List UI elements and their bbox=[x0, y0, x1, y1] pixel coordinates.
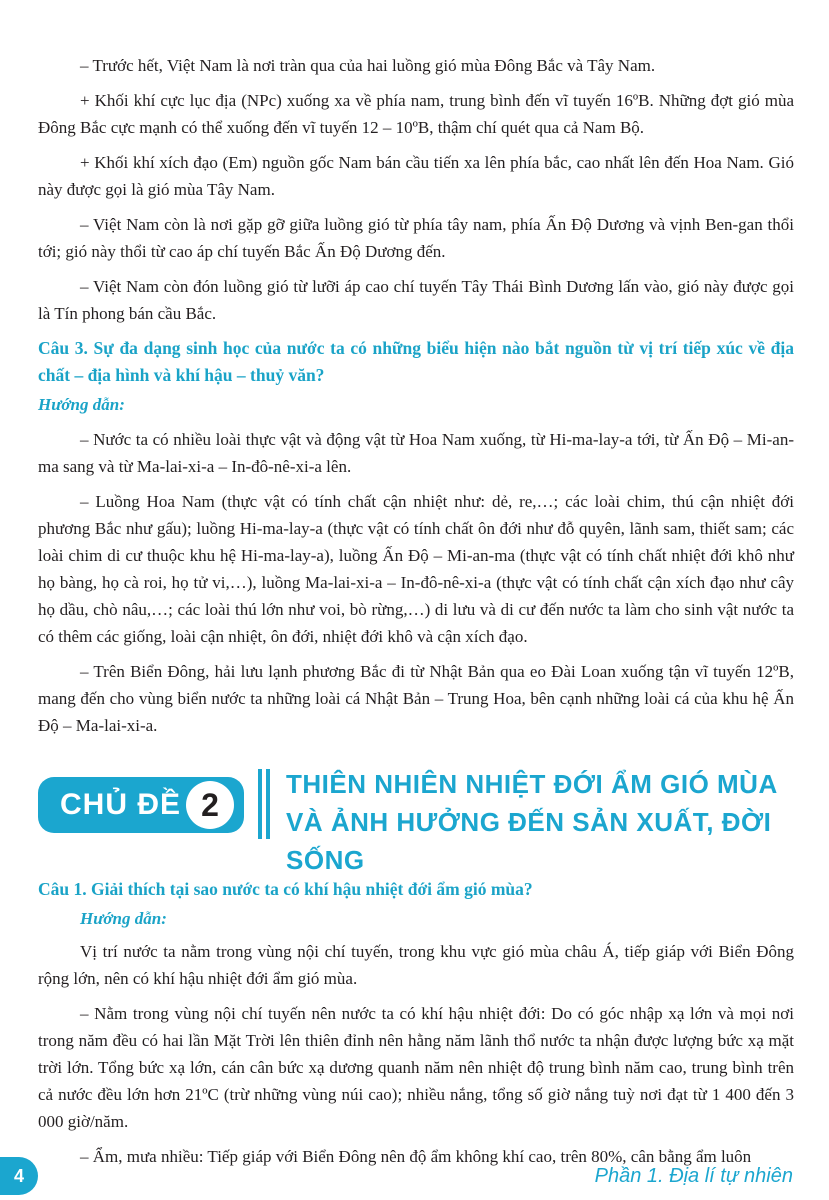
paragraph: – Nước ta có nhiều loài thực vật và động vật từ Hoa Nam xuống, từ Hi-ma-lay-a tới, từ Ấn Độ – Mi-an-ma sang và từ Ma-lai-xi-a – In-đô-nê-xi-a lên. bbox=[38, 430, 794, 476]
part-label: Phần 1. Địa lí tự nhiên bbox=[594, 1165, 793, 1187]
paragraph: – Ẩm, mưa nhiều: Tiếp giáp với Biển Đông nên độ ẩm không khí cao, trên 80%, cân bằng ẩm luôn bbox=[80, 1147, 752, 1166]
chapter-divider bbox=[266, 769, 270, 839]
paragraph: – Luồng Hoa Nam (thực vật có tính chất cận nhiệt như: dẻ, re,…; các loài chim, thú cận nhiệt đới phương Bắc như gấu); luồng Hi-ma-lay-a (thực vật có tính chất ôn đới như đỗ quyên, lãnh sam, thiết sam; các loài chim di cư thuộc khu hệ Hi-ma-lay-a), luồng Ấn Độ – Mi-an-ma (thực vật có tính chất nhiệt đới khô như họ bàng, họ cà roi, họ tử vi,…), luồng Ma-lai-xi-a – In-đô-nê-xi-a (thực vật có tính chất cận xích đạo như cây họ dầu, chò nâu,…; các loài thú lớn như voi, bò rừng,…) di lưu và di cư đến nước ta làm cho sinh vật nước ta có thêm các giống, loài cận nhiệt, ôn đới, nhiệt đới khô và cận xích đạo. bbox=[38, 492, 794, 646]
paragraph: – Nằm trong vùng nội chí tuyến nên nước ta có khí hậu nhiệt đới: Do có góc nhập xạ lớn và mọi nơi trong năm đều có hai lần Mặt Trời lên thiên đỉnh nên hằng năm lãnh thổ nước ta nhận được lượng bức xạ mặt trời lớn. Tổng bức xạ lớn, cán cân bức xạ dương quanh năm nên nhiệt độ trung bình năm cao, trung bình trên cả nước đều lớn hơn 21ºC (trừ những vùng núi cao); nhiều nắng, tổng số giờ nắng tuỳ nơi đạt từ 1 400 đến 3 000 giờ/năm. bbox=[38, 1004, 794, 1131]
question-1-guide-label: Hướng dẫn: bbox=[80, 909, 167, 928]
chapter-chip bbox=[38, 777, 244, 833]
paragraph: + Khối khí cực lục địa (NPc) xuống xa về phía nam, trung bình đến vĩ tuyến 16ºB. Những đợt gió mùa Đông Bắc cực mạnh có thể xuống đến vĩ tuyến 12 – 10ºB, thậm chí quét qua cả Nam Bộ. bbox=[38, 91, 794, 137]
paragraph: – Việt Nam còn đón luồng gió từ lưỡi áp cao chí tuyến Tây Thái Bình Dương lấn vào, gió này được gọi là Tín phong bán cầu Bắc. bbox=[38, 277, 794, 323]
top-text-block bbox=[38, 52, 794, 747]
chapter-header bbox=[38, 765, 808, 875]
question-3-guide-label: Hướng dẫn: bbox=[38, 395, 125, 414]
paragraph: + Khối khí xích đạo (Em) nguồn gốc Nam bán cầu tiến xa lên phía bắc, cao nhất lên đến Hoa Nam. Gió này được gọi là gió mùa Tây Nam. bbox=[38, 153, 794, 199]
paragraph: Vị trí nước ta nằm trong vùng nội chí tuyến, trong khu vực gió mùa châu Á, tiếp giáp với Biển Đông rộng lớn, nên có khí hậu nhiệt đới ẩm gió mùa. bbox=[38, 942, 794, 988]
question-1-title: Câu 1. Giải thích tại sao nước ta có khí hậu nhiệt đới ẩm gió mùa? bbox=[38, 879, 533, 899]
chapter-title-line-2: VÀ ẢNH HƯỞNG ĐẾN SẢN XUẤT, ĐỜI SỐNG bbox=[286, 807, 772, 875]
paragraph: – Trên Biển Đông, hải lưu lạnh phương Bắc đi từ Nhật Bản qua eo Đài Loan xuống tận vĩ tuyến 12ºB, mang đến cho vùng biển nước ta những loài cá Nhật Bản – Trung Hoa, bên cạnh những loài cá của khu hệ Ấn Độ – Ma-lai-xi-a. bbox=[38, 662, 794, 735]
paragraph: – Trước hết, Việt Nam là nơi tràn qua của hai luồng gió mùa Đông Bắc và Tây Nam. bbox=[80, 56, 656, 75]
page-number: 4 bbox=[0, 1157, 38, 1195]
paragraph: – Việt Nam còn là nơi gặp gỡ giữa luồng gió từ phía tây nam, phía Ấn Độ Dương và vịnh Ben-gan thổi tới; gió này thổi từ cao áp chí tuyến Bắc Ấn Độ Dương đến. bbox=[38, 215, 794, 261]
chapter-label: CHỦ ĐỀ bbox=[60, 788, 182, 821]
chapter-number: 2 bbox=[186, 781, 234, 829]
chapter-title bbox=[286, 765, 806, 879]
question-3-title: Câu 3. Sự đa dạng sinh học của nước ta có những biểu hiện nào bắt nguồn từ vị trí tiếp xúc về địa chất – địa hình và khí hậu – thuỷ văn? bbox=[38, 338, 794, 385]
chapter-divider bbox=[258, 769, 262, 839]
chapter-title-line-1: THIÊN NHIÊN NHIỆT ĐỚI ẨM GIÓ MÙA bbox=[286, 769, 778, 799]
bottom-text-block bbox=[38, 876, 794, 1178]
